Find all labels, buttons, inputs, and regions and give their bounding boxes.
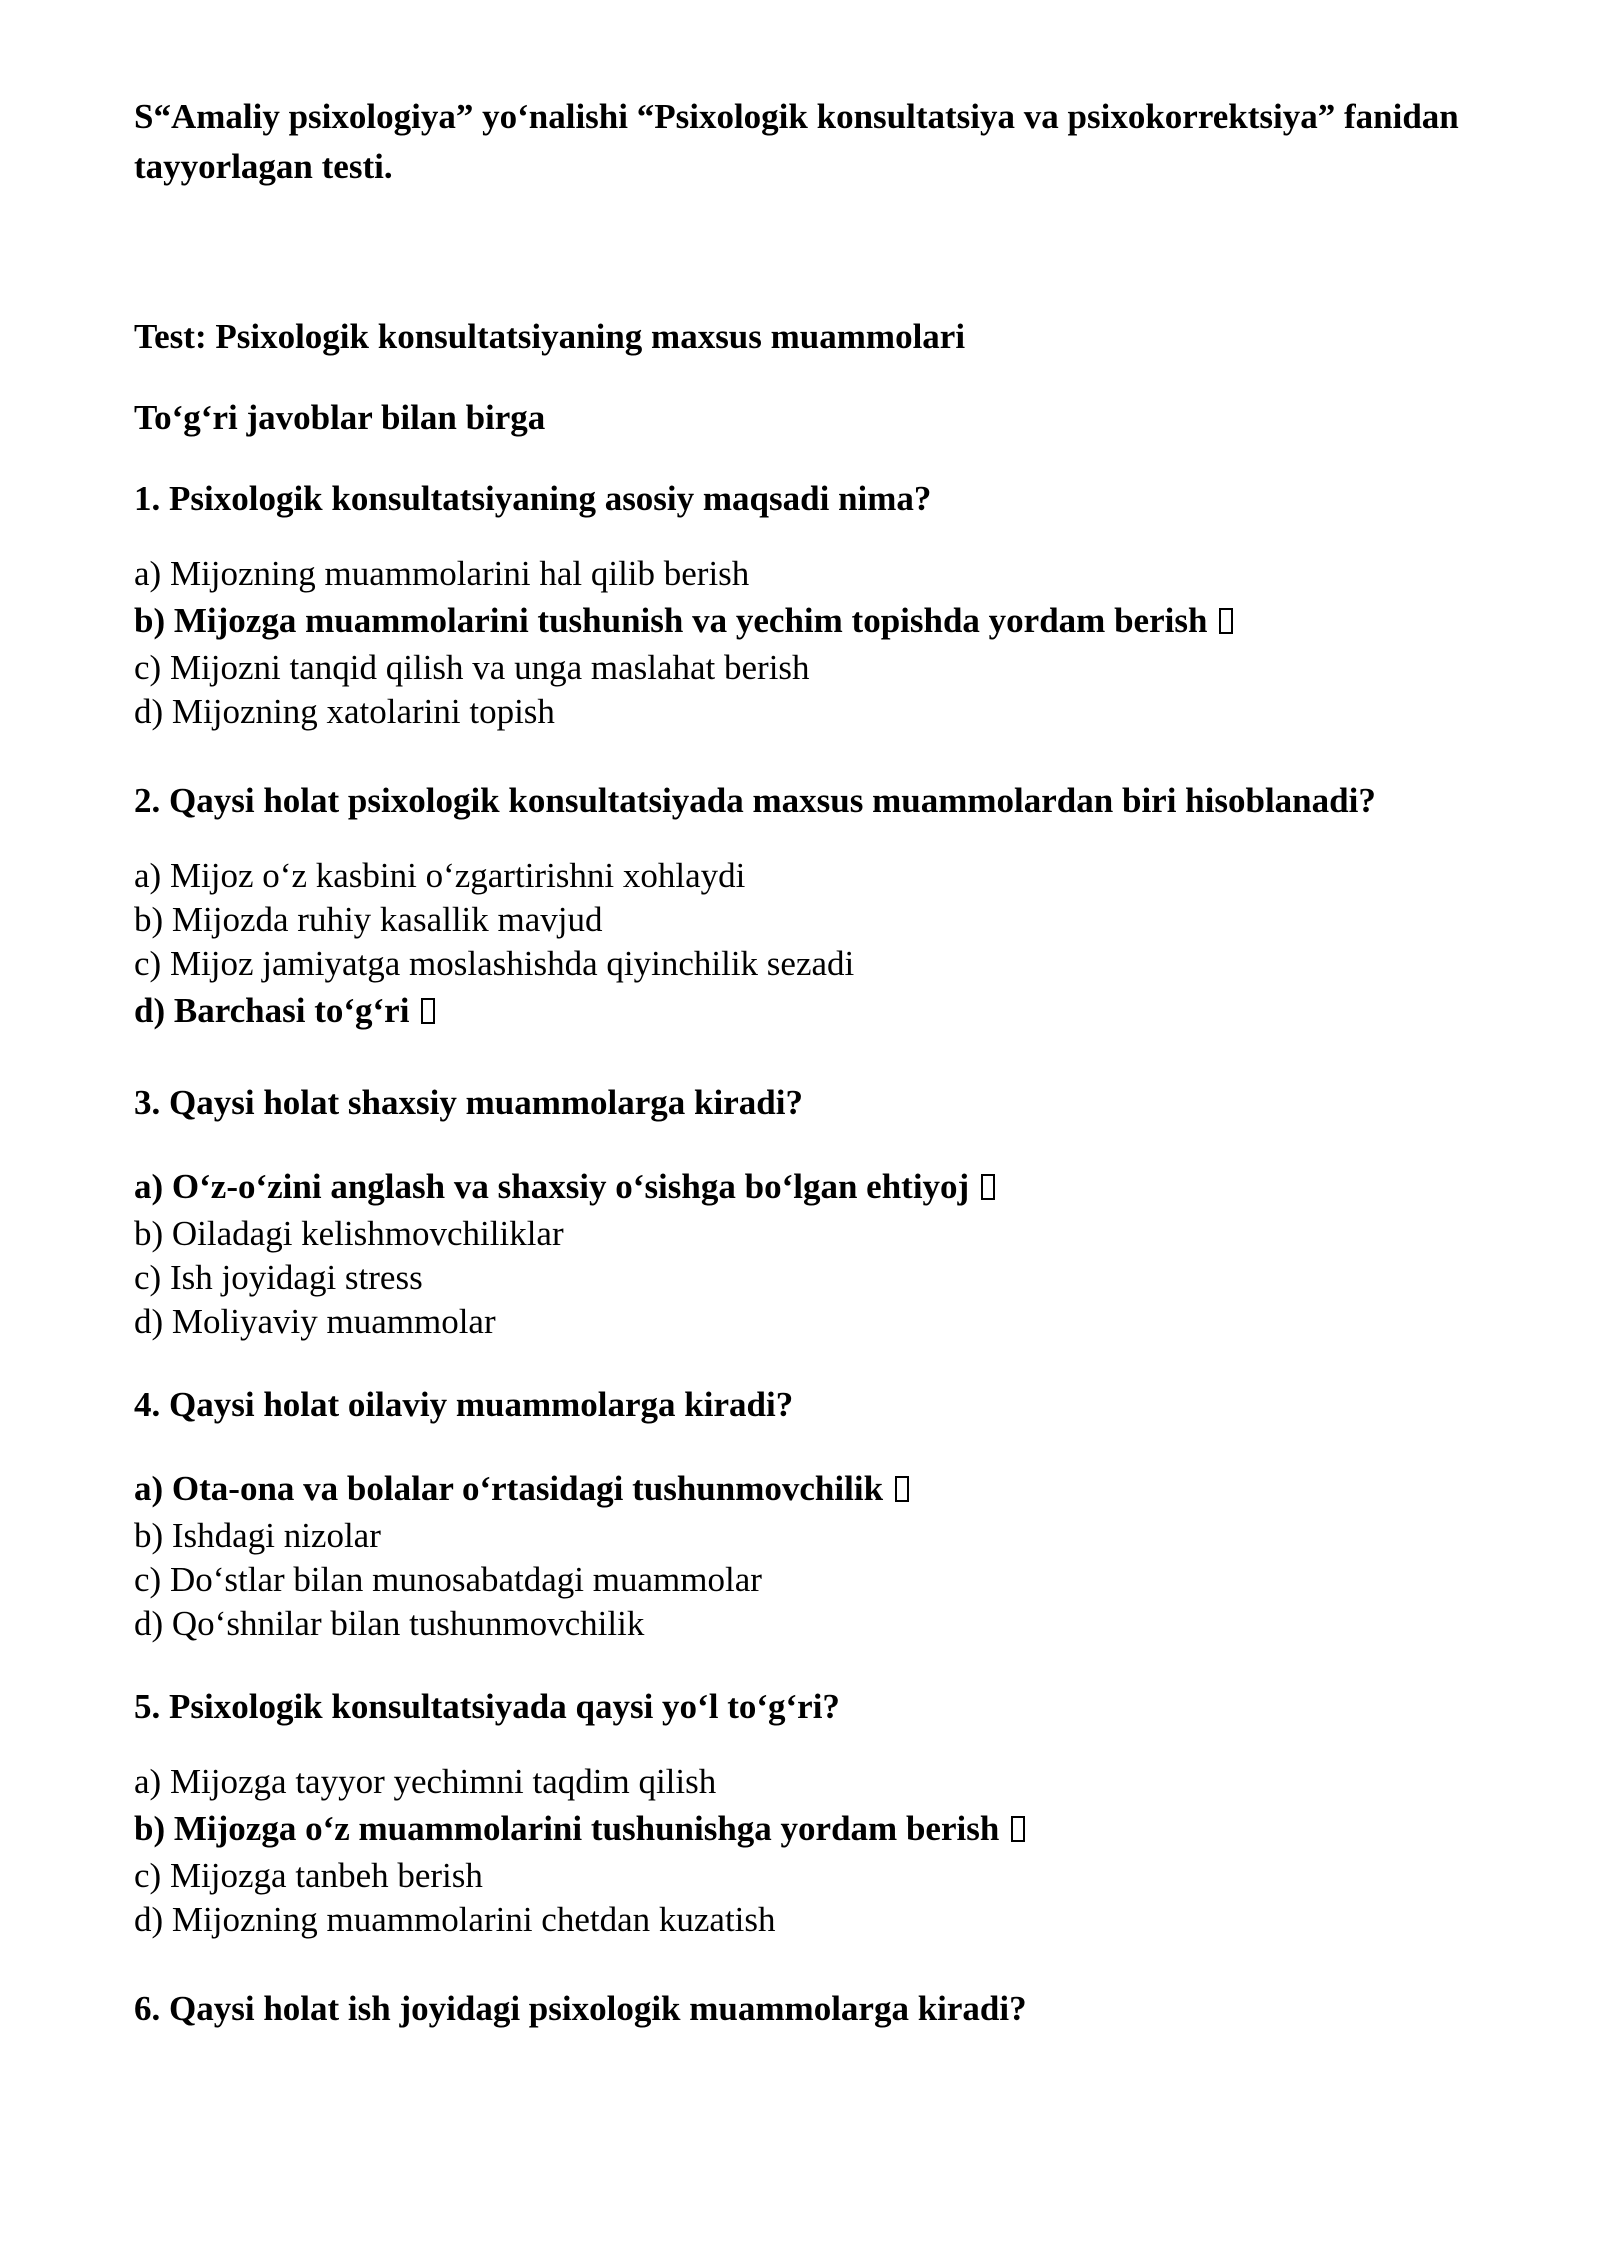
option-b: b) Mijozda ruhiy kasallik mavjud (134, 900, 603, 939)
option-c: c) Ish joyidagi stress (134, 1258, 423, 1297)
correct-answer-icon (981, 1174, 995, 1200)
option-list (134, 854, 1534, 1036)
question-6 (134, 1984, 1534, 2034)
option-d: d) Qo‘shnilar bilan tushunmovchilik (134, 1604, 645, 1643)
option-list (134, 1162, 1534, 1344)
option-list (134, 1464, 1534, 1646)
option-c: c) Mijozni tanqid qilish va unga maslahat berish (134, 648, 810, 687)
option-b: b) Oiladagi kelishmovchiliklar (134, 1214, 564, 1253)
question-text: 3. Qaysi holat shaxsiy muammolarga kiradi? (134, 1083, 803, 1122)
option-b-correct: b) Mijozga o‘z muammolarini tushunishga yordam berish (134, 1804, 1534, 1854)
question-4 (134, 1380, 1534, 1646)
test-subtitle: To‘g‘ri javoblar bilan birga (134, 398, 546, 437)
option-a-correct: a) O‘z-o‘zini anglash va shaxsiy o‘sishga bo‘lgan ehtiyoj (134, 1162, 1534, 1212)
option-d: d) Mijozning muammolarini chetdan kuzatish (134, 1900, 776, 1939)
option-a: a) Mijozga tayyor yechimni taqdim qilish (134, 1762, 717, 1801)
question-text: 6. Qaysi holat ish joyidagi psixologik muammolarga kiradi? (134, 1989, 1027, 2028)
option-list (134, 552, 1534, 734)
correct-answer-icon (1011, 1816, 1025, 1842)
question-text: 5. Psixologik konsultatsiyada qaysi yo‘l to‘g‘ri? (134, 1687, 840, 1726)
option-b: b) Ishdagi nizolar (134, 1516, 381, 1555)
question-3 (134, 1078, 1534, 1344)
test-title: Test: Psixologik konsultatsiyaning maxsus muammolari (134, 317, 966, 356)
question-text: 2. Qaysi holat psixologik konsultatsiyada maxsus muammolardan biri hisoblanadi? (134, 781, 1376, 820)
option-a: a) Mijozning muammolarini hal qilib berish (134, 554, 750, 593)
option-d-correct: d) Barchasi to‘g‘ri (134, 986, 1534, 1036)
question-text: 4. Qaysi holat oilaviy muammolarga kiradi? (134, 1385, 794, 1424)
option-c: c) Mijoz jamiyatga moslashishda qiyinchilik sezadi (134, 944, 855, 983)
option-b-correct: b) Mijozga muammolarini tushunish va yechim topishda yordam berish (134, 596, 1534, 646)
option-c: c) Mijozga tanbeh berish (134, 1856, 483, 1895)
question-5 (134, 1682, 1534, 1942)
correct-answer-icon (1219, 608, 1233, 634)
option-list (134, 1760, 1534, 1942)
option-a-correct: a) Ota-ona va bolalar o‘rtasidagi tushunmovchilik (134, 1464, 1534, 1514)
option-c: c) Do‘stlar bilan munosabatdagi muammolar (134, 1560, 762, 1599)
option-a: a) Mijoz o‘z kasbini o‘zgartirishni xohlaydi (134, 856, 746, 895)
correct-answer-icon (895, 1476, 909, 1502)
document-heading: S“Amaliy psixologiya” yo‘nalishi “Psixologik konsultatsiya va psixokorrektsiya” fanidan tayyorlagan testi. (134, 97, 1459, 186)
question-2 (134, 776, 1534, 1036)
question-text: 1. Psixologik konsultatsiyaning asosiy maqsadi nima? (134, 479, 932, 518)
option-d: d) Mijozning xatolarini topish (134, 692, 555, 731)
option-d: d) Moliyaviy muammolar (134, 1302, 496, 1341)
question-1 (134, 474, 1534, 734)
correct-answer-icon (421, 998, 435, 1024)
